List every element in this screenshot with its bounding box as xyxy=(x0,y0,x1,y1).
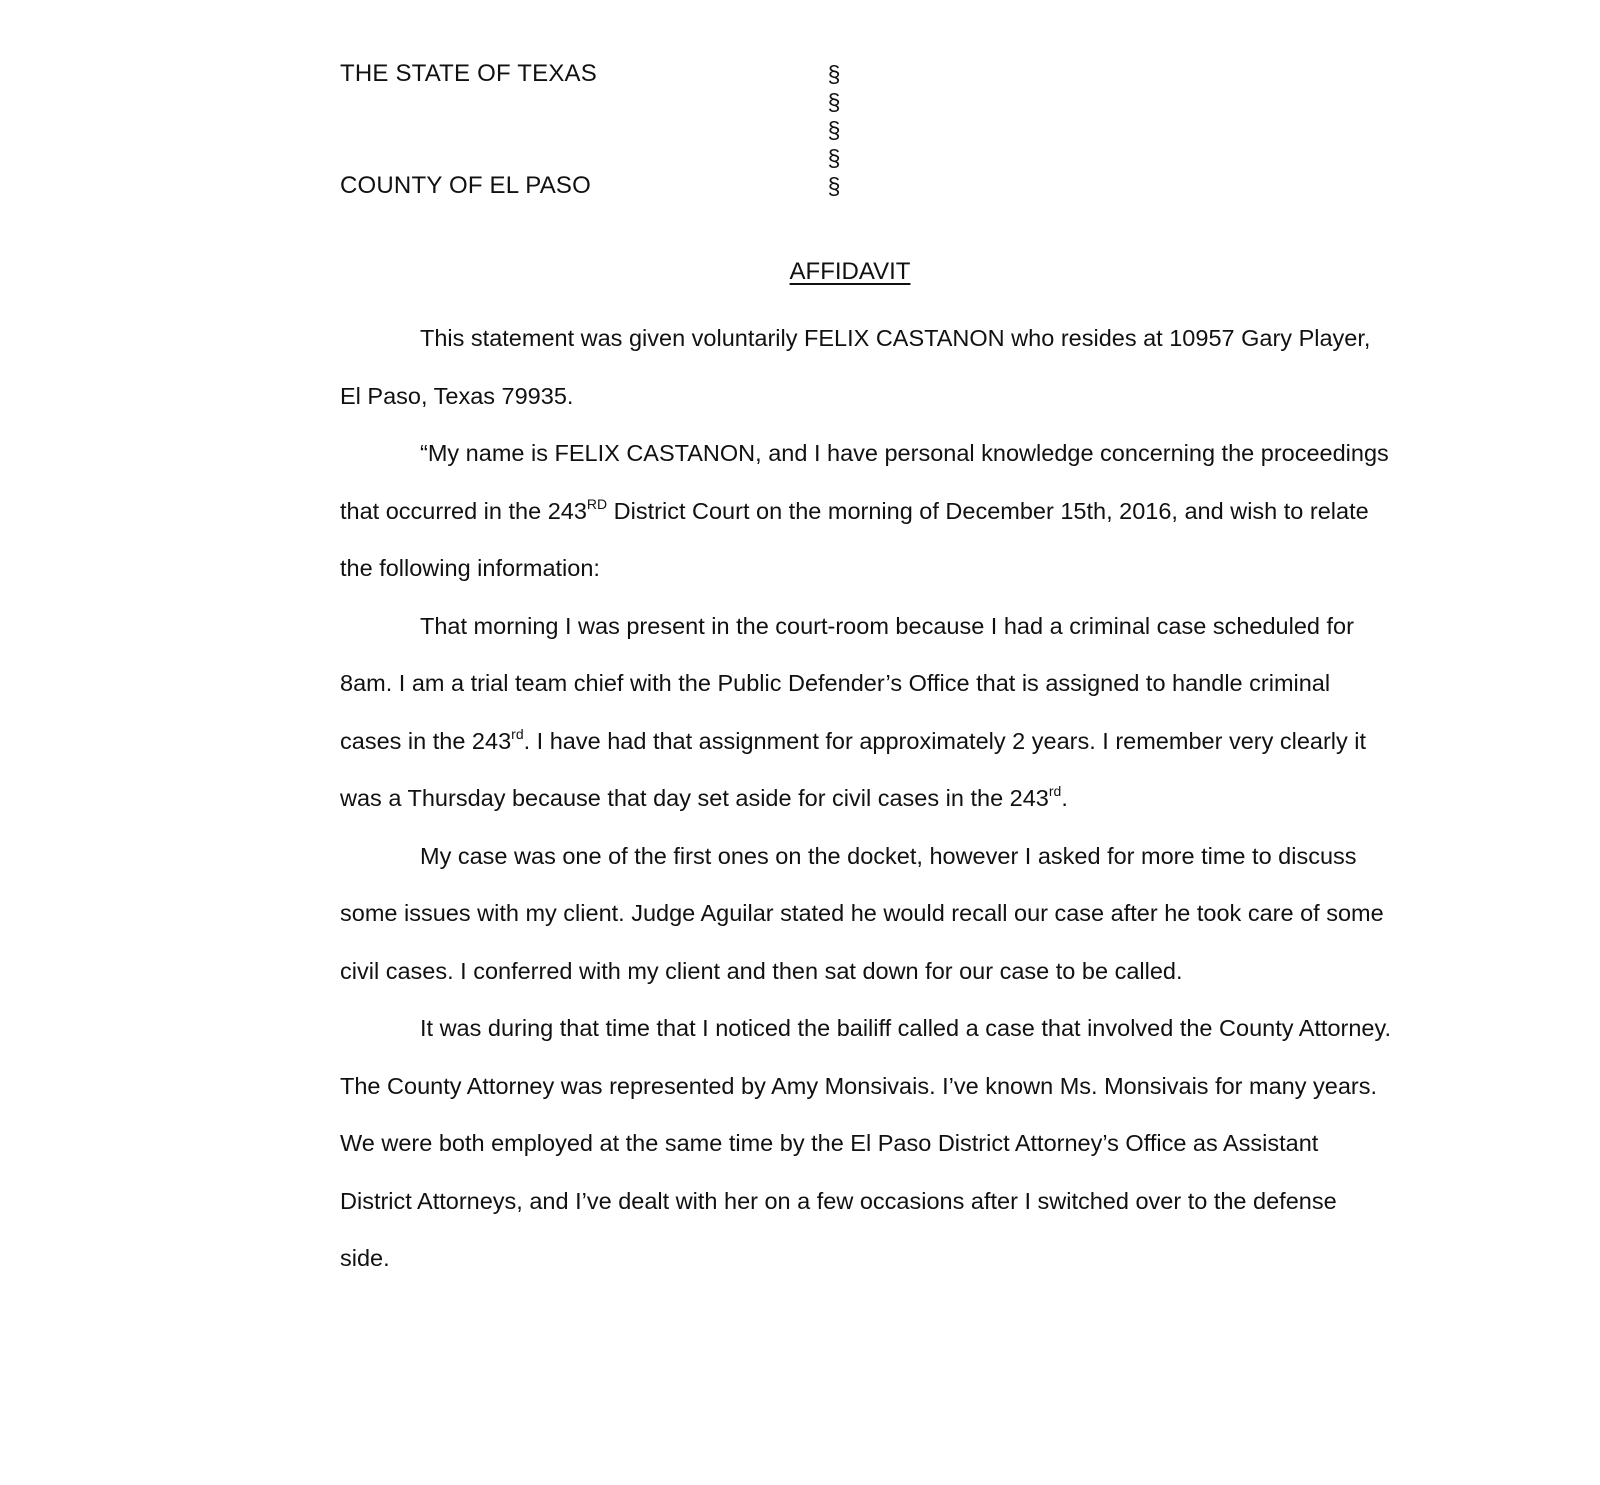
paragraph-morning xyxy=(340,598,1392,828)
paragraph-text: . I have had that assignment for approximately 2 years. I remember very clearly it was a Thursday because that day set aside for civil cases in the 243 xyxy=(340,727,1367,811)
document-title xyxy=(0,258,1600,286)
section-mark: § xyxy=(827,61,841,87)
paragraph-text: That morning I was present in the court-room because I had a criminal case scheduled for 8am. I am a trial team chief with the Public Defender’s Office that is assigned to handle criminal cases in the 243 xyxy=(340,612,1354,754)
paragraph-text: “My name is FELIX CASTANON, and I have personal knowledge concerning the proceedings that occurred in the 243 xyxy=(340,440,1389,524)
section-mark: § xyxy=(827,89,841,115)
paragraph-text: . xyxy=(1061,785,1068,811)
section-mark-column xyxy=(824,60,844,200)
ordinal-superscript: RD xyxy=(586,495,608,512)
caption-county: COUNTY OF EL PASO xyxy=(340,172,592,199)
paragraph-introduction xyxy=(340,425,1392,598)
section-mark: § xyxy=(827,117,841,143)
section-mark: § xyxy=(827,145,841,171)
paragraph-county-attorney: It was during that time that I noticed the bailiff called a case that involved the County Attorney. The County Attorney was represented by Amy Monsivais. I’ve known Ms. Monsivais for many years. We were both employed at the same time by the El Paso District Attorney’s Office as Assistant District Attorneys, and I’ve dealt with her on a few occasions after I switched over to the defense side. xyxy=(340,1015,1392,1271)
paragraph-text: District Court on the morning of December 15th, 2016, and wish to relate the following information: xyxy=(340,497,1369,581)
paragraph-docket: My case was one of the first ones on the docket, however I asked for more time to discuss some issues with my client. Judge Aguilar stated he would recall our case after he took care of some civil cases. I conferred with my client and then sat down for our case to be called. xyxy=(340,842,1384,984)
ordinal-superscript: rd xyxy=(1048,783,1062,799)
ordinal-superscript: rd xyxy=(511,725,524,742)
caption-state: THE STATE OF TEXAS xyxy=(340,60,597,87)
section-mark: § xyxy=(827,173,841,199)
affidavit-body xyxy=(340,310,1392,1288)
document-title-text: AFFIDAVIT xyxy=(789,258,911,285)
paragraph-residence: This statement was given voluntarily FELIX CASTANON who resides at 10957 Gary Player, El Paso, Texas 79935. xyxy=(340,325,1371,409)
